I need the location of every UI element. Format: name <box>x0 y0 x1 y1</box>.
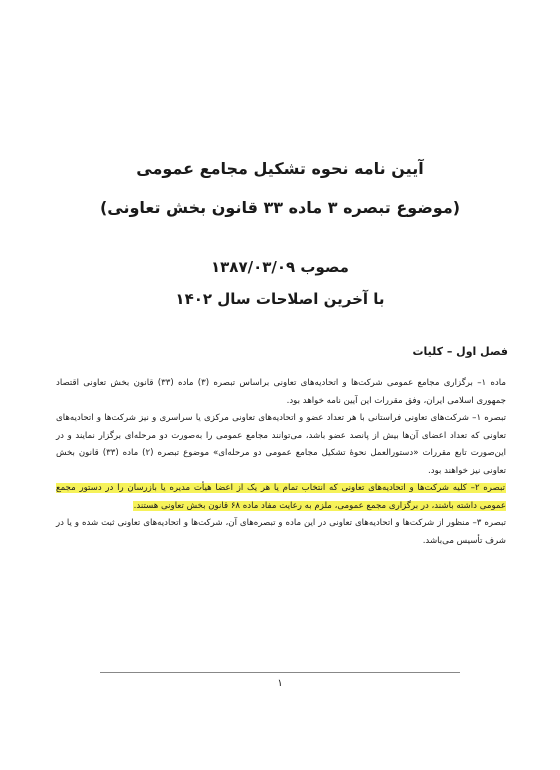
page-number: ۱ <box>277 678 283 689</box>
amendments-note: با آخرین اصلاحات سال ۱۴۰۲ <box>175 290 385 308</box>
document-title: آیین نامه نحوه تشکیل مجامع عمومی <box>136 159 424 178</box>
highlighted-text: تبصره ۲– کلیه شرکت‌ها و اتحادیه‌های تعاونی که انتخاب تمام یا هر یک از اعضا هیأت مدیره یا بازرسان را در دستور مجمع عمومی داشته باشند، در برگزاری مجمع عمومی، ملزم به رعایت مفاد ماده ۶۸ قانون بخش تعاونی هستند. <box>56 483 506 511</box>
footer-divider <box>100 672 460 673</box>
note-3: تبصره ۳– منظور از شرکت‌ها و اتحادیه‌های تعاونی در این ماده و تبصره‌های آن، شرکت‌ها و اتحادیه‌های تعاونی ثبت شده و یا در شرف تأسیس می‌باشد. <box>56 518 506 546</box>
article-1: ماده ۱– برگزاری مجامع عمومی شرکت‌ها و اتحادیه‌های تعاونی براساس تبصره (۳) ماده (۳۳) قانون بخش تعاونی اقتصاد جمهوری اسلامی ایران، وفق مقررات این آیین نامه خواهد بود. <box>56 378 506 406</box>
note-1: تبصره ۱– شرکت‌های تعاونی فراستانی با هر تعداد عضو و اتحادیه‌های تعاونی مرکزی یا سراسری و نیز شرکت‌ها و اتحادیه‌های تعاونی که تعداد اعضای آن‌ها بیش از پانصد عضو باشد، می‌توانند مجامع عمومی را به‌صورت دو مرحله‌ای برگزار نمایند و در این‌صورت تابع مقررات «دستورالعمل نحوهٔ تشکیل مجامع عمومی دو مرحله‌ای» موضوع تبصره (۲) ماده (۳۳) قانون بخش تعاونی نیز خواهند بود. <box>56 413 506 476</box>
document-body <box>56 375 506 550</box>
approval-date: مصوب ۱۳۸۷/۰۳/۰۹ <box>211 258 349 276</box>
section-heading: فصل اول – کلیات <box>412 345 508 358</box>
note-2 <box>56 480 506 515</box>
document-subtitle: (موضوع تبصره ۳ ماده ۳۳ قانون بخش تعاونی) <box>99 198 461 217</box>
